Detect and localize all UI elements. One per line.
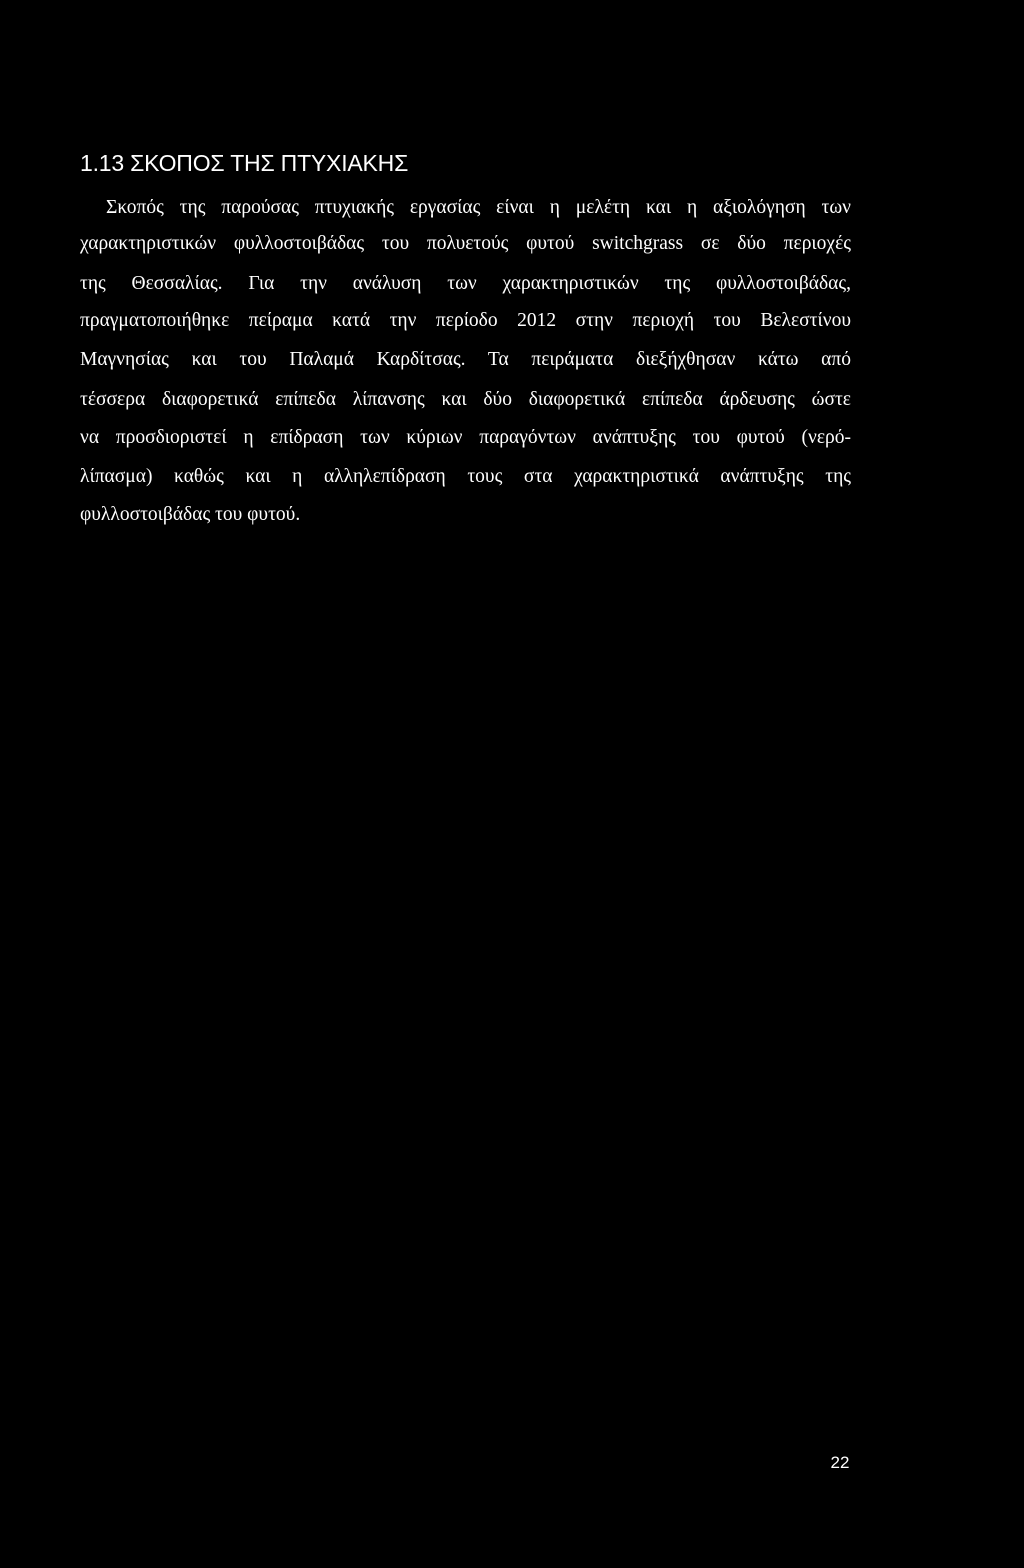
body-paragraph <box>80 0 940 1568</box>
paragraph-line-3: της Θεσσαλίας. Για την ανάλυση των χαρακτηριστικών της φυλλοστοιβάδας, <box>80 273 851 294</box>
paragraph-line-7: να προσδιοριστεί η επίδραση των κύριων παραγόντων ανάπτυξης του φυτού (νερό- <box>80 427 851 448</box>
paragraph-line-8: λίπασμα) καθώς και η αλληλεπίδραση τους στα χαρακτηριστικά ανάπτυξης της <box>80 466 851 487</box>
paragraph-line-5: Μαγνησίας και του Παλαμά Καρδίτσας. Τα πειράματα διεξήχθησαν κάτω από <box>80 349 851 370</box>
paragraph-line-2: χαρακτηριστικών φυλλοστοιβάδας του πολυετούς φυτού switchgrass σε δύο περιοχές <box>80 233 851 254</box>
paragraph-line-6: τέσσερα διαφορετικά επίπεδα λίπανσης και δύο διαφορετικά επίπεδα άρδευσης ώστε <box>80 389 851 410</box>
paragraph-line-4: πραγματοποιήθηκε πείραμα κατά την περίοδο 2012 στην περιοχή του Βελεστίνου <box>80 310 851 331</box>
paragraph-line-1: Σκοπός της παρούσας πτυχιακής εργασίας είναι η μελέτη και η αξιολόγηση των <box>106 197 851 218</box>
section-heading: 1.13 ΣΚΟΠΟΣ ΤΗΣ ΠΤΥΧΙΑΚΗΣ <box>80 150 409 176</box>
page-number: 22 <box>830 1453 850 1472</box>
paragraph-line-9: φυλλοστοιβάδας του φυτού. <box>80 504 301 525</box>
